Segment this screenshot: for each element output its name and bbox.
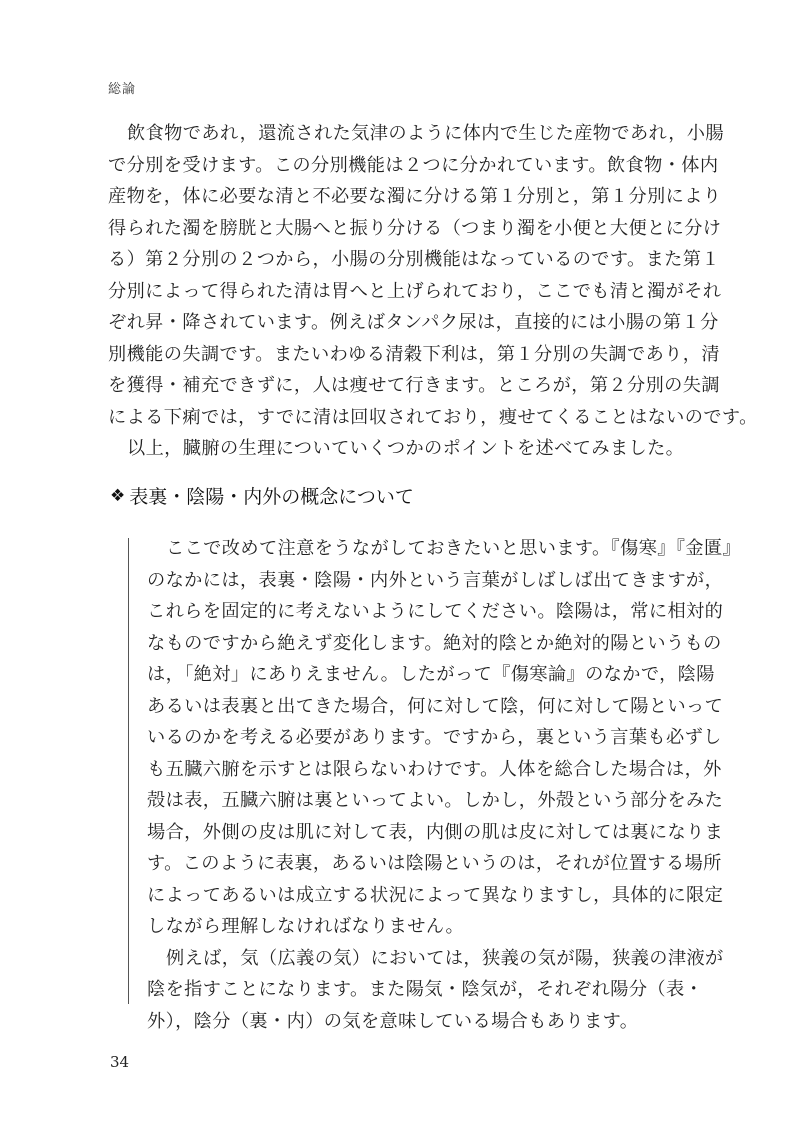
text-line: あるいは表裏と出てきた場合，何に対して陰，何に対して陽といって: [147, 695, 724, 717]
text-line: いるのかを考える必要があります。ですから，裏という言葉も必ずし: [147, 727, 722, 748]
text-line: 飲食物であれ，還流された気津のように体内で生じた産物であれ，小腸: [127, 123, 724, 144]
text-line: を獲得・補充できずに，人は痩せて行きます。ところが，第２分別の失調: [108, 375, 720, 396]
section-body-with-rule: [128, 538, 742, 1032]
text-line: は，「絶対」にありえません。したがって『傷寒論』のなかで，陰陽: [147, 664, 715, 685]
page-number: 34: [110, 1053, 130, 1071]
text-line: による下痢では，すでに清は回収されており，痩せてくることはないのです。: [108, 406, 758, 428]
text-line: によってあるいは成立する状況によって異なりますし，具体的に限定: [147, 884, 724, 906]
text-line: 場合，外側の皮は肌に対して表，内側の肌は皮に対しては裏になりま: [147, 821, 724, 843]
intro-paragraphs: [108, 118, 758, 465]
text-line: も五臓六腑を示すとは限らないわけです。人体を総合した場合は，外: [147, 758, 722, 780]
text-line: で分別を受けます。この分別機能は２つに分かれています。飲食物・体内: [108, 154, 719, 176]
text-line: 殻は表，五臓六腑は裏といってよい。しかし，外殻という部分をみた: [147, 790, 724, 811]
text-line: す。このように表裏，あるいは陰陽というのは，それが位置する場所: [147, 853, 722, 874]
text-line: 外），陰分（裏・内）の気を意味している場合もあります。: [147, 1010, 639, 1032]
text-line: これらを固定的に考えないようにしてください。陰陽は，常に相対的: [147, 601, 724, 622]
text-line: 分別によって得られた清は胃へと上げられており，ここでも清と濁がそれ: [108, 280, 722, 302]
text-line: ここで改めて注意をうながしておきたいと思います。『傷寒』『金匱』: [166, 538, 742, 559]
text-line: 別機能の失調です。またいわゆる清穀下利は，第１分別の失調であり，清: [108, 343, 720, 365]
section-heading-text: 表裏・陰陽・内外の概念について: [129, 486, 414, 508]
section-heading: [110, 482, 414, 509]
text-line: のなかには，表裏・陰陽・内外という言葉がしばしば出てきますが，: [147, 569, 724, 591]
text-line: 産物を，体に必要な清と不必要な濁に分ける第１分別と，第１分別により: [108, 186, 722, 207]
text-line: なものですから絶えず変化します。絶対的陰とか絶対的陽というもの: [147, 632, 722, 654]
text-line: ぞれ昇・降されています。例えばタンパク尿は，直接的には小腸の第１分: [108, 312, 719, 333]
text-line: 得られた濁を膀胱と大腸へと振り分ける（つまり濁を小便と大便とに分け: [108, 217, 722, 239]
diamond-bullet-icon: ❖: [110, 485, 126, 506]
running-head: 総論: [108, 82, 137, 97]
text-line: 以上，臓腑の生理についていくつかのポイントを述べてみました。: [127, 438, 685, 459]
text-line: 例えば，気（広義の気）においては，狭義の気が陽，狭義の津液が: [166, 947, 724, 969]
text-line: る）第２分別の２つから，小腸の分別機能はなっているのです。また第１: [108, 249, 720, 270]
text-line: 陰を指すことになります。また陽気・陰気が，それぞれ陽分（表・: [147, 979, 704, 1000]
text-line: しながら理解しなければなりません。: [147, 916, 465, 937]
